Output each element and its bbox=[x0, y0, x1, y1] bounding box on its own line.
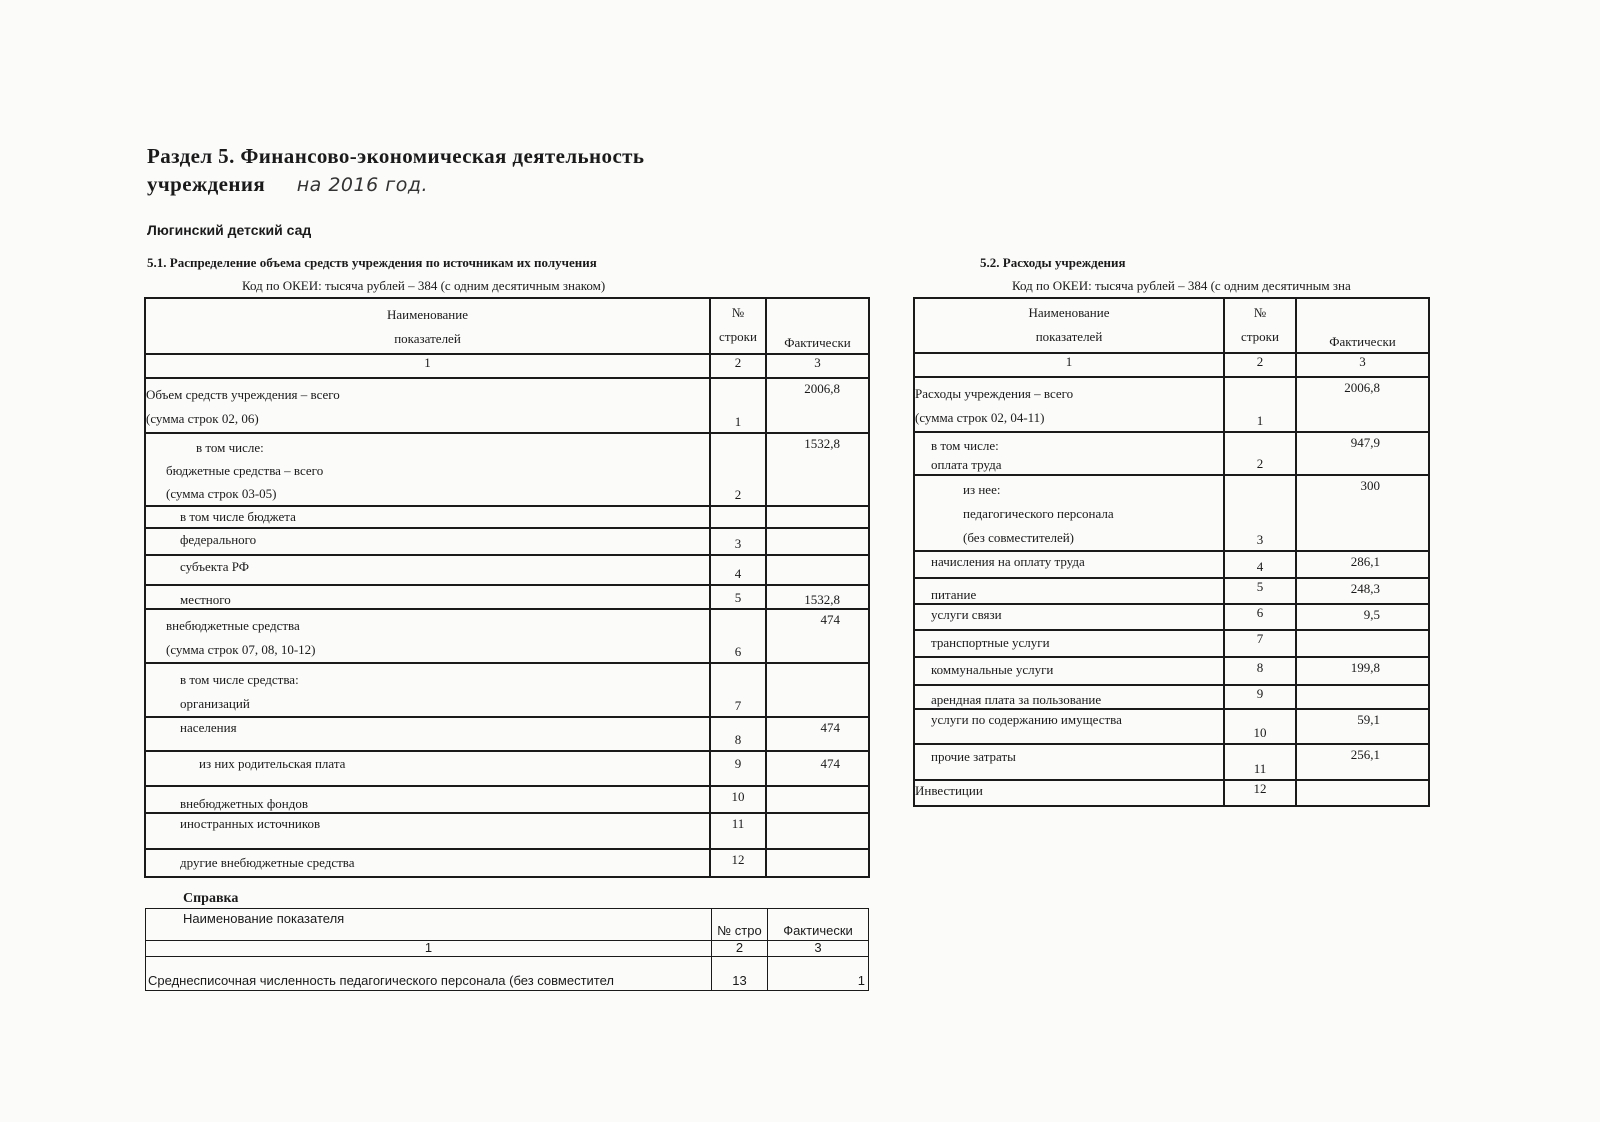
table-row: прочие затраты 11 256,1 bbox=[914, 744, 1429, 780]
table2-colnum: 2 bbox=[1224, 353, 1296, 377]
table-row: услуги связи 6 9,5 bbox=[914, 604, 1429, 630]
table-row: Инвестиции 12 bbox=[914, 780, 1429, 806]
table-row: в том числе средства: организаций 7 bbox=[145, 663, 869, 717]
table-row: услуги по содержанию имущества 10 59,1 bbox=[914, 709, 1429, 744]
table-row: Среднесписочная численность педагогического персонала (без совместител 13 1 bbox=[146, 957, 869, 991]
table1-header-name: Наименование показателей bbox=[145, 298, 710, 354]
table2-header-num: № строки bbox=[1224, 298, 1296, 353]
reference-header-name: Наименование показателя bbox=[146, 909, 712, 941]
table-reference bbox=[145, 908, 869, 991]
table-row: в том числе: оплата труда 2 947,9 bbox=[914, 432, 1429, 475]
reference-title: Справка bbox=[183, 891, 239, 906]
section-title-line1: Раздел 5. Финансово-экономическая деятельность bbox=[147, 144, 645, 168]
table-row: другие внебюджетные средства 12 bbox=[145, 849, 869, 877]
table1-header-num: № строки bbox=[710, 298, 766, 354]
table-row: в том числе бюджета bbox=[145, 506, 869, 528]
table-row: иностранных источников 11 bbox=[145, 813, 869, 849]
table-row: населения 8 474 bbox=[145, 717, 869, 751]
table-row: внебюджетных фондов 10 bbox=[145, 786, 869, 813]
table2-colnum-row bbox=[914, 353, 1429, 377]
section-title bbox=[147, 142, 767, 199]
table2-header-name: Наименование показателей bbox=[914, 298, 1224, 353]
table1-colnum-row bbox=[145, 354, 869, 378]
table-row: из нее: педагогического персонала (без совместителей) 3 300 bbox=[914, 475, 1429, 551]
table2-header-row bbox=[914, 298, 1429, 353]
reference-header-row bbox=[146, 909, 869, 941]
table-row: в том числе: бюджетные средства – всего (сумма строк 03-05) 2 1532,8 bbox=[145, 433, 869, 506]
table-row: транспортные услуги 7 bbox=[914, 630, 1429, 657]
organization-name: Люгинский детский сад bbox=[147, 222, 312, 238]
table1-header-row bbox=[145, 298, 869, 354]
table1-code: Код по ОКЕИ: тысяча рублей – 384 (с одним десятичным знаком) bbox=[242, 278, 606, 293]
table1-title: 5.1. Распределение объема средств учреждения по источникам их получения bbox=[147, 255, 597, 270]
table2-colnum: 1 bbox=[914, 353, 1224, 377]
table-row: федерального 3 bbox=[145, 528, 869, 555]
table-expenses bbox=[913, 297, 1430, 807]
reference-header-num: № стро bbox=[712, 909, 768, 941]
table2-code: Код по ОКЕИ: тысяча рублей – 384 (с одним десятичным зна bbox=[1012, 278, 1351, 293]
table-row: начисления на оплату труда 4 286,1 bbox=[914, 551, 1429, 578]
table2-header-fact: Фактически bbox=[1296, 298, 1429, 353]
section-title-line2: учреждения bbox=[147, 172, 266, 196]
reference-colnum: 3 bbox=[768, 941, 869, 957]
table-row: коммунальные услуги 8 199,8 bbox=[914, 657, 1429, 685]
reference-colnum: 1 bbox=[146, 941, 712, 957]
table-row: арендная плата за пользование 9 bbox=[914, 685, 1429, 709]
table1-colnum: 2 bbox=[710, 354, 766, 378]
table2-title: 5.2. Расходы учреждения bbox=[980, 255, 1126, 270]
table-row: питание 5 248,3 bbox=[914, 578, 1429, 604]
table1-colnum: 3 bbox=[766, 354, 869, 378]
table-funding-sources bbox=[144, 297, 870, 878]
table1-header-fact: Фактически bbox=[766, 298, 869, 354]
table1-colnum: 1 bbox=[145, 354, 710, 378]
table-row: субъекта РФ 4 bbox=[145, 555, 869, 585]
table2-colnum: 3 bbox=[1296, 353, 1429, 377]
reference-header-fact: Фактически bbox=[768, 909, 869, 941]
reference-colnum-row bbox=[146, 941, 869, 957]
table-row: из них родительская плата 9 474 bbox=[145, 751, 869, 786]
table-row: Объем средств учреждения – всего (сумма строк 02, 06) 1 2006,8 bbox=[145, 378, 869, 433]
table-row: Расходы учреждения – всего (сумма строк 02, 04-11) 1 2006,8 bbox=[914, 377, 1429, 432]
reference-colnum: 2 bbox=[712, 941, 768, 957]
table-row: внебюджетные средства (сумма строк 07, 08, 10-12) 6 474 bbox=[145, 609, 869, 663]
table-row: местного 5 1532,8 bbox=[145, 585, 869, 609]
handwritten-note: на 2016 год. bbox=[296, 174, 429, 196]
